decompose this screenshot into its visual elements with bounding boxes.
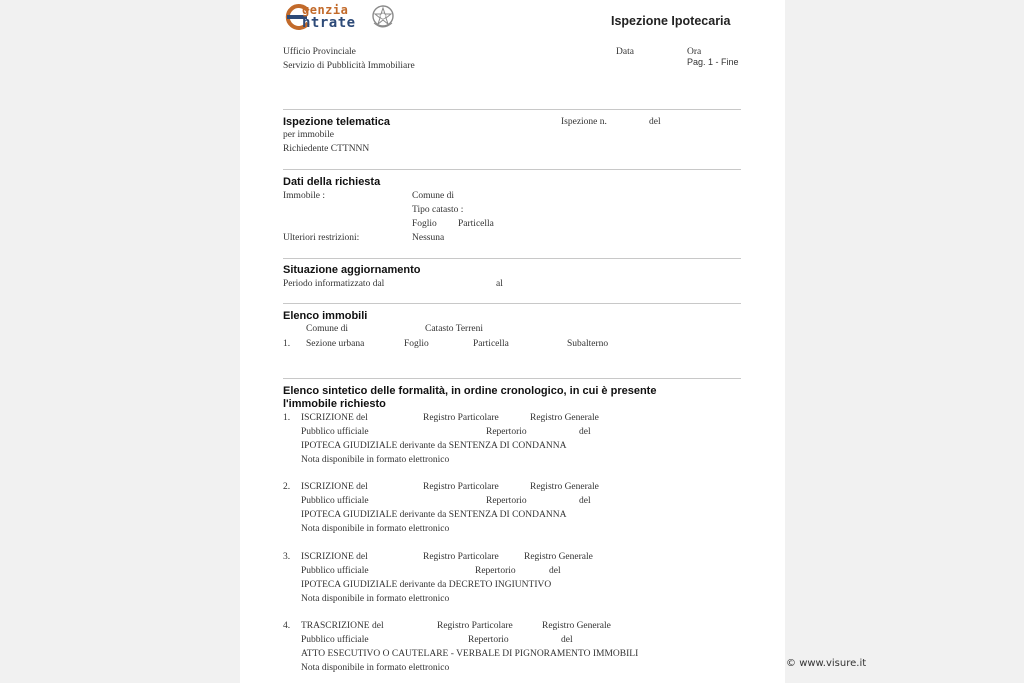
copyright-icon: ©	[786, 658, 796, 669]
formalita-del: del	[549, 566, 561, 576]
formalita-del: del	[579, 427, 591, 437]
ispezione-del-label: del	[649, 117, 661, 127]
formalita-reg-part: Registro Particolare	[423, 482, 499, 492]
immobili-heading: Elenco immobili	[283, 310, 368, 322]
formalita-nota: Nota disponibile in formato elettronico	[301, 663, 450, 673]
ispezione-heading: Ispezione telematica	[283, 116, 390, 128]
formalita-num: 3.	[283, 552, 291, 562]
italian-emblem-icon	[371, 3, 395, 30]
formalita-reg-part: Registro Particolare	[437, 621, 513, 631]
immobili-particella: Particella	[473, 339, 509, 349]
immobili-foglio: Foglio	[404, 339, 429, 349]
immobili-catasto: Catasto Terreni	[425, 324, 483, 334]
formalita-type: ISCRIZIONE del	[301, 413, 368, 423]
al-label: al	[496, 279, 503, 289]
formalita-reg-gen: Registro Generale	[530, 482, 599, 492]
document-title: Ispezione Ipotecaria	[611, 14, 731, 28]
formalita-desc: ATTO ESECUTIVO O CAUTELARE - VERBALE DI PIGNORAMENTO IMMOBILI	[301, 649, 639, 659]
logo-line2: ntrate	[302, 15, 356, 31]
ora-label: Ora	[687, 47, 702, 57]
restrizioni-label: Ulteriori restrizioni:	[283, 233, 360, 243]
formalita-repertorio: Repertorio	[475, 566, 516, 576]
divider	[283, 258, 741, 259]
immobili-subalterno: Subalterno	[567, 339, 609, 349]
tipo-catasto-label: Tipo catasto :	[412, 205, 464, 215]
formalita-reg-gen: Registro Generale	[530, 413, 599, 423]
formalita-pubblico: Pubblico ufficiale	[301, 566, 369, 576]
formalita-reg-part: Registro Particolare	[423, 552, 499, 562]
service-label: Servizio di Pubblicità Immobiliare	[283, 61, 415, 71]
formalita-num: 1.	[283, 413, 291, 423]
divider	[283, 109, 741, 110]
foglio-label: Foglio	[412, 219, 437, 229]
formalita-desc: IPOTECA GIUDIZIALE derivante da SENTENZA DI CONDANNA	[301, 510, 567, 520]
immobili-sezione: Sezione urbana	[306, 339, 365, 349]
office-label: Ufficio Provinciale	[283, 47, 356, 57]
page-indicator: Pag. 1 - Fine	[687, 57, 739, 67]
formalita-heading-line2: l'immobile richiesto	[283, 398, 386, 410]
particella-label: Particella	[458, 219, 494, 229]
ispezione-number-label: Ispezione n.	[561, 117, 607, 127]
logo-line1: genzia	[302, 3, 349, 17]
formalita-reg-gen: Registro Generale	[542, 621, 611, 631]
watermark-text: www.visure.it	[799, 658, 867, 669]
formalita-type: TRASCRIZIONE del	[301, 621, 384, 631]
divider	[283, 378, 741, 379]
formalita-reg-part: Registro Particolare	[423, 413, 499, 423]
ispezione-line1: per immobile	[283, 130, 334, 140]
formalita-desc: IPOTECA GIUDIZIALE derivante da SENTENZA DI CONDANNA	[301, 441, 567, 451]
formalita-reg-gen: Registro Generale	[524, 552, 593, 562]
formalita-type: ISCRIZIONE del	[301, 482, 368, 492]
comune-label: Comune di	[412, 191, 454, 201]
ispezione-line2: Richiedente CTTNNN	[283, 144, 370, 154]
formalita-repertorio: Repertorio	[468, 635, 509, 645]
formalita-pubblico: Pubblico ufficiale	[301, 427, 369, 437]
restrizioni-value: Nessuna	[412, 233, 445, 243]
immobile-label: Immobile :	[283, 191, 325, 201]
divider	[283, 169, 741, 170]
formalita-repertorio: Repertorio	[486, 496, 527, 506]
formalita-repertorio: Repertorio	[486, 427, 527, 437]
formalita-nota: Nota disponibile in formato elettronico	[301, 455, 450, 465]
periodo-label: Periodo informatizzato dal	[283, 279, 385, 289]
formalita-type: ISCRIZIONE del	[301, 552, 368, 562]
formalita-nota: Nota disponibile in formato elettronico	[301, 594, 450, 604]
formalita-del: del	[561, 635, 573, 645]
formalita-pubblico: Pubblico ufficiale	[301, 635, 369, 645]
formalita-nota: Nota disponibile in formato elettronico	[301, 524, 450, 534]
watermark	[786, 658, 866, 669]
immobili-num: 1.	[283, 339, 291, 349]
formalita-num: 2.	[283, 482, 291, 492]
immobili-comune: Comune di	[306, 324, 348, 334]
formalita-del: del	[579, 496, 591, 506]
formalita-heading-line1: Elenco sintetico delle formalità, in ordine cronologico, in cui è presente	[283, 385, 657, 397]
formalita-desc: IPOTECA GIUDIZIALE derivante da DECRETO INGIUNTIVO	[301, 580, 552, 590]
formalita-num: 4.	[283, 621, 291, 631]
divider	[283, 303, 741, 304]
formalita-pubblico: Pubblico ufficiale	[301, 496, 369, 506]
richiesta-heading: Dati della richiesta	[283, 176, 381, 188]
data-label: Data	[616, 47, 634, 57]
situazione-heading: Situazione aggiornamento	[283, 264, 421, 276]
